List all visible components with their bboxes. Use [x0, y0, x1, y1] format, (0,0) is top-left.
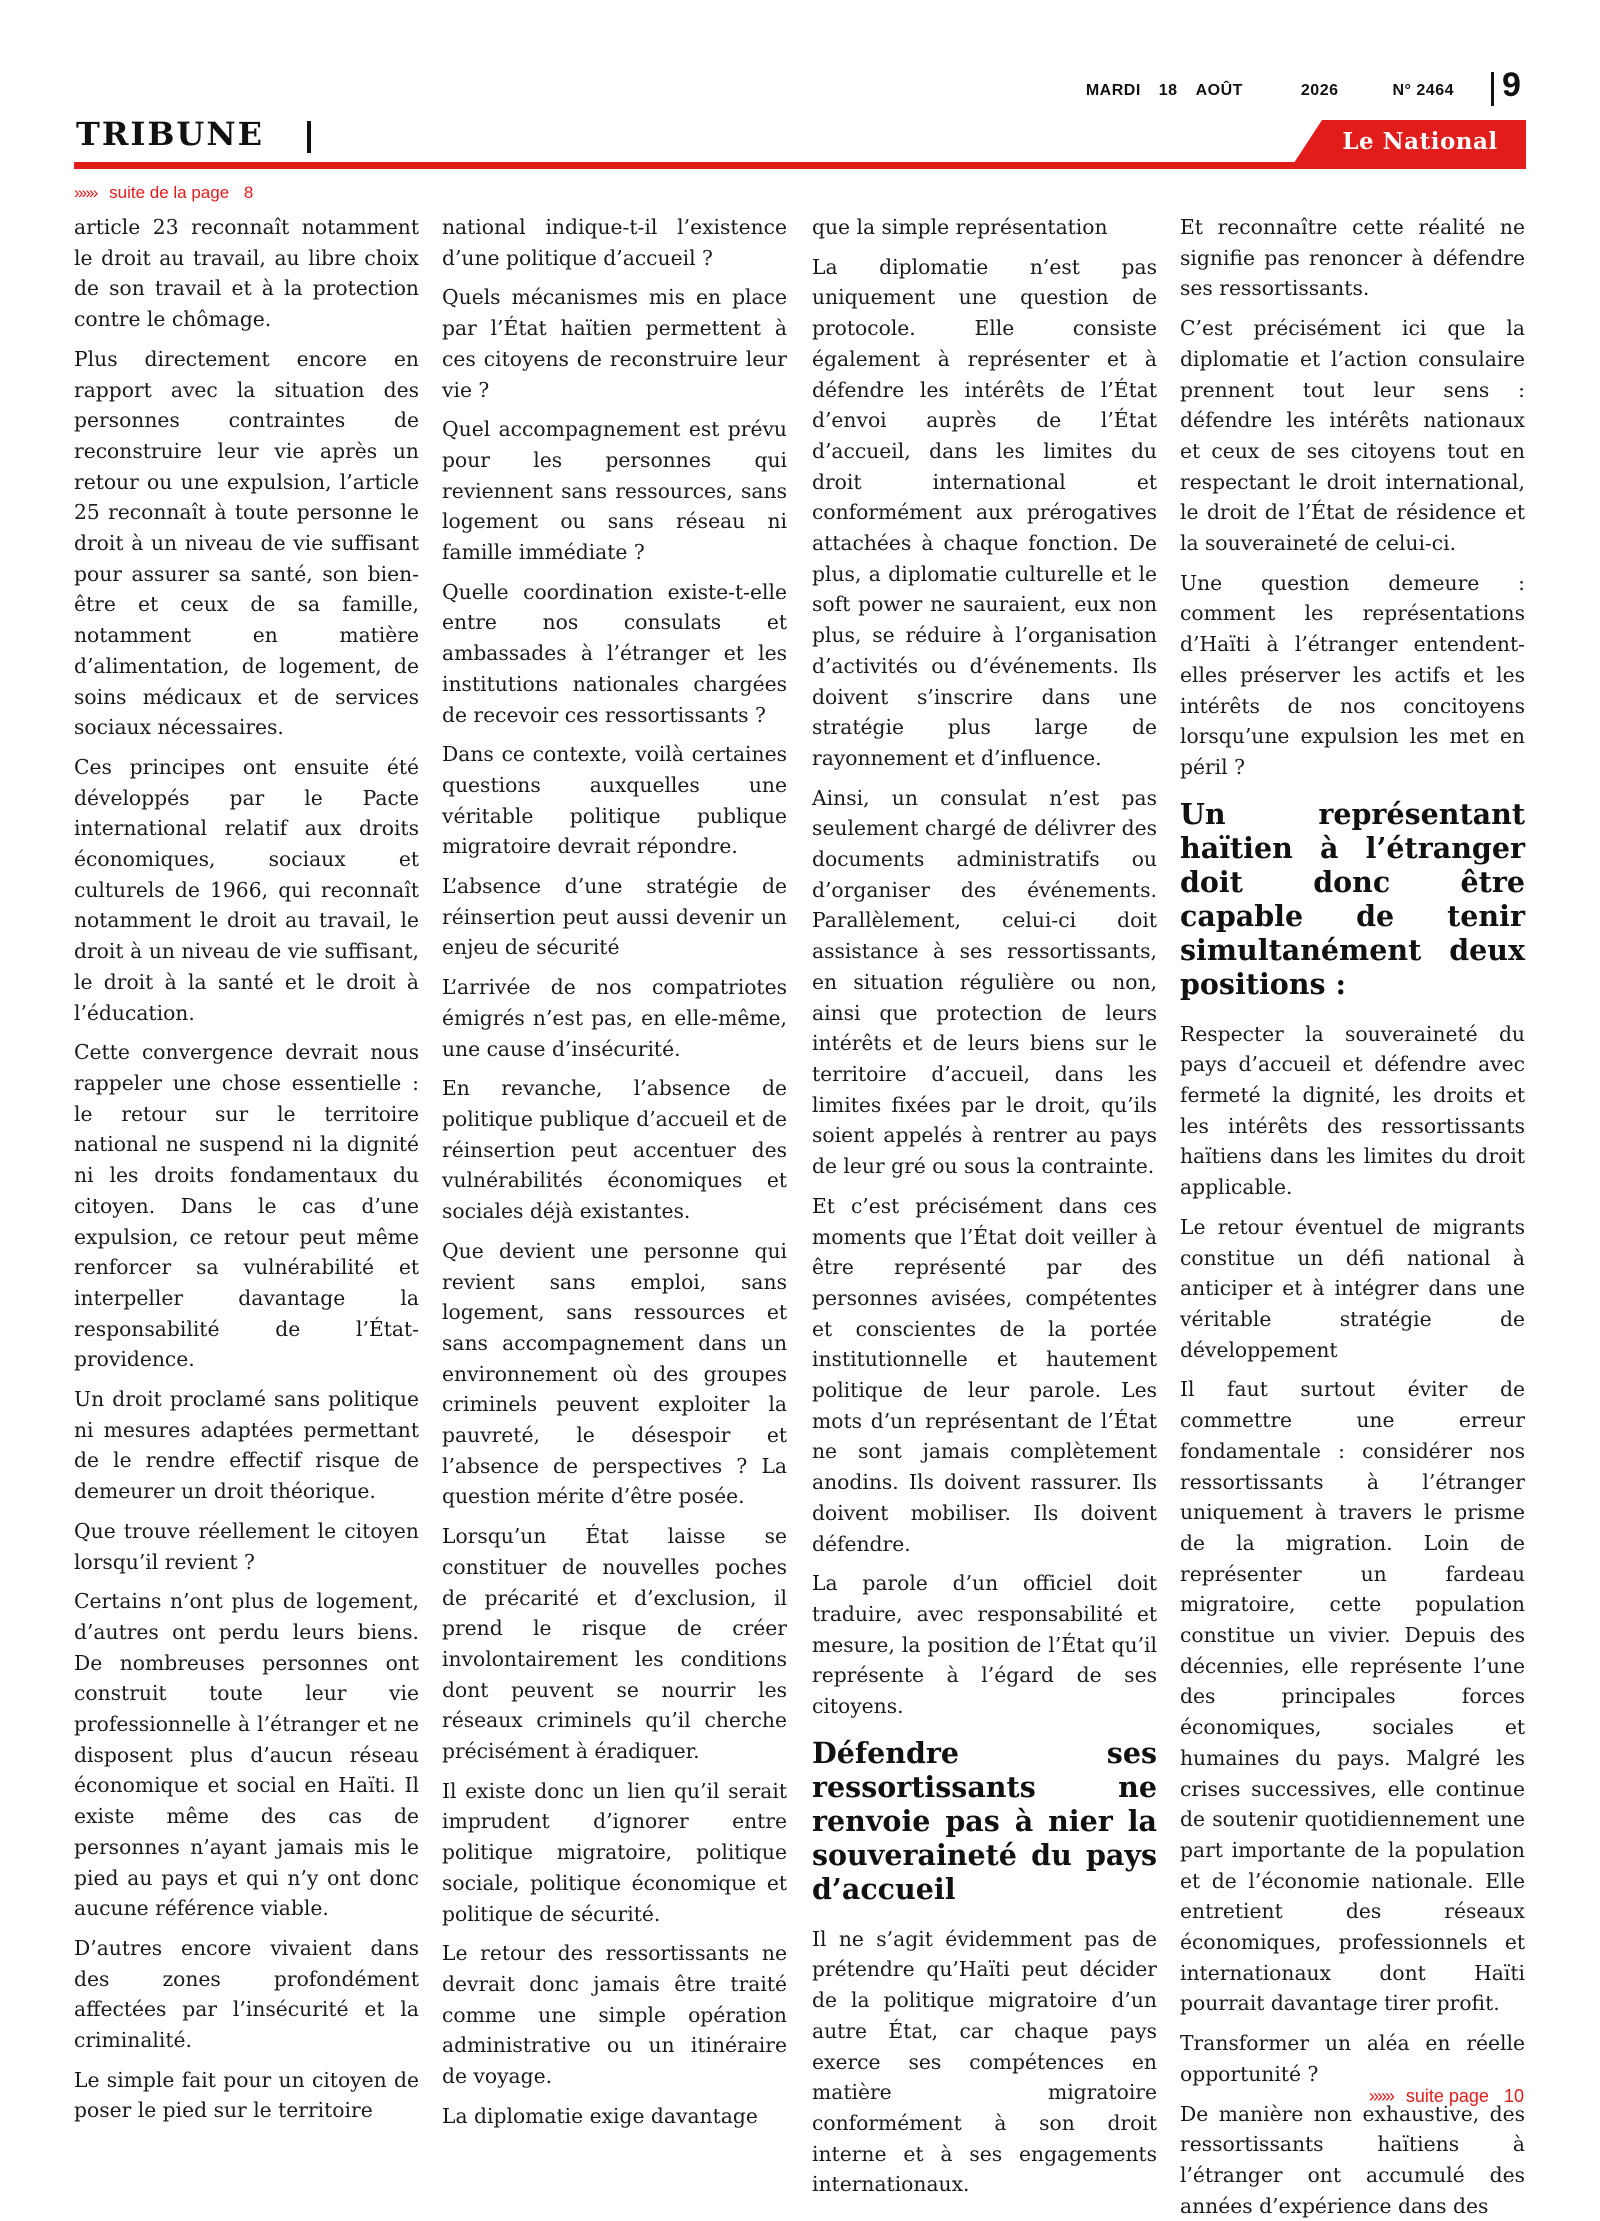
article-paragraph: Et reconnaître cette réalité ne signifie pas renoncer à défendre ses ressortissants.: [1180, 215, 1525, 301]
article-paragraph: article 23 reconnaît notamment le droit au travail, au libre choix de son travail et à la protection contre le chômage.: [74, 215, 419, 332]
article-paragraph: Dans ce contexte, voilà certaines questions auxquelles une véritable politique publique migratoire devrait répondre.: [442, 742, 787, 859]
article-paragraph: national indique-t-il l’existence d’une politique d’accueil ?: [442, 215, 787, 270]
continued-from-page: 8: [243, 183, 254, 202]
continued-from-arrow: »»»: [74, 183, 97, 202]
article-paragraph: La parole d’un officiel doit traduire, avec responsabilité et mesure, la position de l’État qu’il représente à l’égard de ses citoyens.: [812, 1571, 1157, 1719]
article-paragraph: C’est précisément ici que la diplomatie et l’action consulaire prennent tout leur sens : défendre les intérêts nationaux et ceux de ses citoyens tout en respectant le droit international, le droit de l’État de résidence et la souveraineté de celui-ci.: [1180, 316, 1525, 556]
article-paragraph: Quel accompagnement est prévu pour les personnes qui reviennent sans ressources, sans logement ou sans réseau ni famille immédiate ?: [442, 417, 787, 565]
continued-from-label: suite de la page: [109, 183, 230, 202]
article-column-1: [74, 212, 419, 2123]
article-paragraph: Le simple fait pour un citoyen de poser le pied sur le territoire: [74, 2067, 419, 2123]
article-paragraph: La diplomatie exige davantage: [442, 2103, 758, 2128]
article-paragraph: L’absence d’une stratégie de réinsertion peut aussi devenir un enjeu de sécurité: [442, 874, 787, 960]
article-column-2: [442, 212, 787, 2128]
article-paragraph: Ces principes ont ensuite été développés par le Pacte international relatif aux droits économiques, sociaux et culturels de 1966, qui reconnaît notamment le droit au travail, le droit à un niveau de vie suffisant, le droit à la santé et le droit à l’éducation.: [74, 754, 419, 1025]
article-paragraph: Que devient une personne qui revient sans emploi, sans logement, sans ressources et sans accompagnement dans un environnement où des groupes criminels peuvent exploiter la pauvreté, le désespoir et l’absence de perspectives ? La question mérite d’être posée.: [442, 1238, 787, 1509]
article-subheading: Défendre ses ressortissants ne renvoie pas à nier la souveraineté du pays d’accueil: [812, 1735, 1157, 1906]
article-paragraph: Plus directement encore en rapport avec la situation des personnes contraintes de reconstruire leur vie après un retour ou une expulsion, l’article 25 reconnaît à toute personne le droit à un niveau de vie suffisant pour assurer sa santé, son bien-être et ceux de sa famille, notamment en matière d’alimentation, de logement, de soins médicaux et de services sociaux nécessaires.: [74, 346, 419, 740]
article-paragraph: Quelle coordination existe-t-elle entre nos consulats et ambassades à l’étranger et les institutions nationales chargées de recevoir ces ressortissants ?: [442, 579, 787, 727]
article-paragraph: Il faut surtout éviter de commettre une erreur fondamentale : considérer nos ressortissants à l’étranger uniquement à travers le prisme de la migration. Loin de représenter un fardeau migratoire, cette population constitue un vivier. Depuis des décennies, elle représente l’une des principales forces économiques, sociales et humaines du pays. Malgré les crises successives, elle continue de soutenir quotidiennement une part importante de la population et de l’économie nationale. Elle entretient des réseaux économiques, professionnels et internationaux dont Haïti pourrait davantage tirer profit.: [1180, 1377, 1525, 2016]
article-subheading: Un représentant haïtien à l’étranger doit donc être capable de tenir simultanément deux positions :: [1180, 796, 1525, 1001]
article-paragraph: Une question demeure : comment les représentations d’Haïti à l’étranger entendent-elles préserver les actifs et les intérêts de nos concitoyens lorsqu’une expulsion les met en péril ?: [1180, 570, 1525, 779]
section-title-bar: [307, 121, 311, 153]
continued-to-link[interactable]: [1369, 2086, 1524, 2107]
article-paragraph: Le retour éventuel de migrants constitue un défi national à anticiper et à intégrer dans une véritable stratégie de développement: [1180, 1214, 1525, 1362]
issue-month: AOÛT: [1195, 82, 1243, 99]
continued-to-arrow: »»»: [1368, 2086, 1393, 2106]
page-number-separator: [1491, 72, 1494, 106]
article-paragraph: Quels mécanismes mis en place par l’État haïtien permettent à ces citoyens de reconstruire leur vie ?: [442, 285, 787, 402]
issue-info: [1068, 82, 1454, 100]
article-paragraph: Il ne s’agit évidemment pas de prétendre qu’Haïti peut décider de la politique migratoire d’un autre État, car chaque pays exerce ses compétences en matière migratoire conformément à son droit interne et à ses engagements internationaux.: [812, 1926, 1157, 2197]
header-rule: [74, 162, 1526, 169]
article-paragraph: L’arrivée de nos compatriotes émigrés n’est pas, en elle-même, une cause d’insécurité.: [442, 975, 787, 1061]
article-paragraph: Respecter la souveraineté du pays d’accueil et défendre avec fermeté la dignité, les droits et les intérêts des ressortissants haïtiens dans les limites du droit applicable.: [1180, 1021, 1525, 1200]
article-paragraph: que la simple représentation: [812, 215, 1108, 239]
article-paragraph: Lorsqu’un État laisse se constituer de nouvelles poches de précarité et d’exclusion, il prend le risque de créer involontairement les conditions dont peuvent se nourrir les réseaux criminels qu’il cherche précisément à éradiquer.: [442, 1524, 787, 1764]
article-paragraph: La diplomatie n’est pas uniquement une question de protocole. Elle consiste également à représenter et à défendre les intérêts de l’État d’envoi auprès de l’État d’accueil, dans les limites du droit international et conformément aux prérogatives attachées à chaque fonction. De plus, a diplomatie culturelle et le soft power ne sauraient, eux non plus, se réduire à l’organisation d’activités ou d’événements. Ils doivent s’inscrire dans une stratégie plus large de rayonnement et d’influence.: [812, 254, 1157, 770]
brand-name: Le National: [1342, 128, 1498, 155]
article-paragraph: Certains n’ont plus de logement, d’autres ont perdu leurs biens. De nombreuses personnes ont construit toute leur vie professionnelle à l’étranger et ne disposent plus d’aucun réseau économique et social en Haïti. Il existe même des cas de personnes n’ayant jamais mis le pied au pays et qui n’y ont donc aucune référence viable.: [74, 1589, 419, 1921]
article-paragraph: De manière non exhaustive, des ressortissants haïtiens à l’étranger ont accumulé des années d’expérience dans des: [1180, 2101, 1525, 2218]
issue-date-day: 18: [1158, 82, 1178, 99]
article-paragraph: Ainsi, un consulat n’est pas seulement chargé de délivrer des documents administratifs ou d’organiser des événements. Parallèlement, celui-ci doit assistance à ses ressortissants, en situation régulière ou non, ainsi que protection de leurs intérêts et de leurs biens sur le territoire d’accueil, dans les limites fixées par le droit, qu’ils soient appelés à rentrer au pays de leur gré ou sous la contrainte.: [812, 785, 1157, 1179]
continued-from-link[interactable]: [74, 183, 253, 203]
article-paragraph: Cette convergence devrait nous rappeler une chose essentielle : le retour sur le territoire national ne suspend ni la dignité ni les droits fondamentaux du citoyen. Dans le cas d’une expulsion, ce retour peut même renforcer sa vulnérabilité et interpeller davantage la responsabilité de l’État-providence.: [74, 1040, 419, 1372]
page-number: 9: [1502, 66, 1521, 104]
issue-year: 2026: [1300, 82, 1339, 99]
article-paragraph: Et c’est précisément dans ces moments que l’État doit veiller à être représenté par des personnes avisées, compétentes et conscientes de la portée institutionnelle et hautement politique de leur parole. Les mots d’un représentant de l’État ne sont jamais complètement anodins. Ils doivent rassurer. Ils doivent mobiliser. Ils doivent défendre.: [812, 1193, 1157, 1556]
article-paragraph: Que trouve réellement le citoyen lorsqu’il revient ?: [74, 1518, 419, 1574]
article-paragraph: Un droit proclamé sans politique ni mesures adaptées permettant de le rendre effectif risque de demeurer un droit théorique.: [74, 1387, 419, 1504]
issue-number: N° 2464: [1392, 82, 1454, 99]
article-paragraph: Il existe donc un lien qu’il serait imprudent d’ignorer entre politique migratoire, politique sociale, politique économique et politique de sécurité.: [442, 1778, 787, 1926]
article-paragraph: Transformer un aléa en réelle opportunité ?: [1180, 2031, 1525, 2086]
issue-day: MARDI: [1085, 82, 1141, 99]
article-column-3: [812, 212, 1157, 2197]
continued-to-page: 10: [1503, 2086, 1524, 2106]
article-paragraph: D’autres encore vivaient dans des zones profondément affectées par l’insécurité et la criminalité.: [74, 1935, 419, 2053]
section-title: TRIBUNE: [76, 115, 264, 153]
article-paragraph: Le retour des ressortissants ne devrait donc jamais être traité comme une simple opération administrative ou un itinéraire de voyage.: [442, 1941, 787, 2089]
article-paragraph: En revanche, l’absence de politique publique d’accueil et de réinsertion peut accentuer des vulnérabilités économiques et sociales déjà existantes.: [442, 1076, 787, 1224]
continued-to-label: suite page: [1405, 2086, 1489, 2106]
